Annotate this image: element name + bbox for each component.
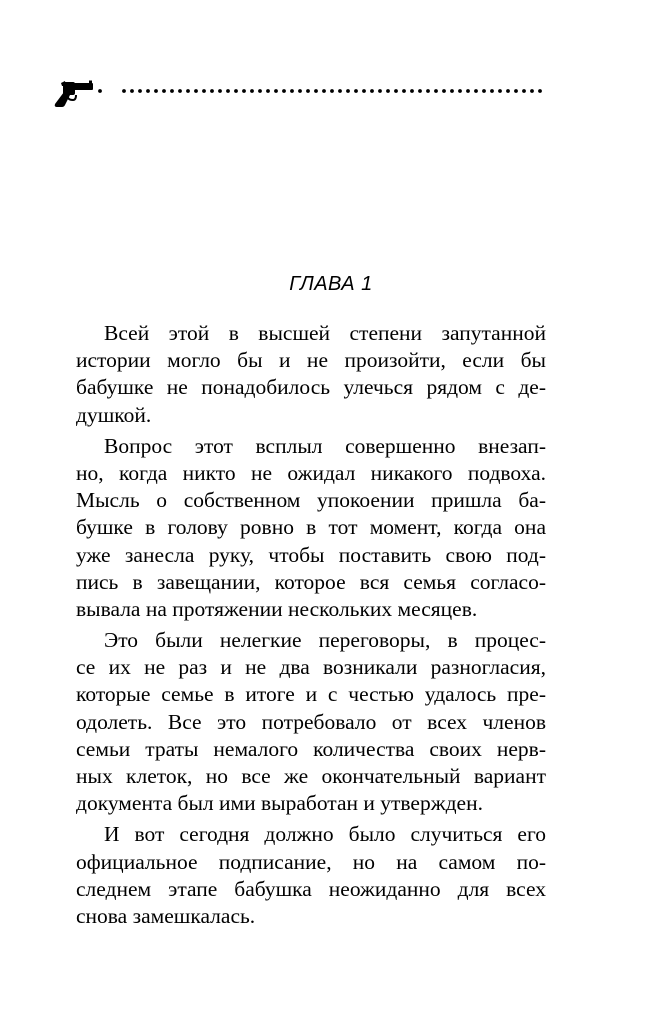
text-line: документа был ими выработан и утвержден. [76, 791, 483, 816]
text-line: но, когда никто не ожидал никакого подвоха. [76, 460, 546, 485]
text-line: официальное подписание, но на самом по- [76, 849, 546, 874]
text-line: бабушке не понадобилось улечься рядом с де- [76, 375, 546, 400]
text-line: семьи траты немалого количества своих нерв- [76, 736, 546, 761]
text-line: пись в завещании, которое вся семья согласо- [76, 569, 546, 594]
body-text [76, 320, 546, 930]
text-line: снова замешкалась. [76, 903, 256, 928]
text-line: истории могло бы и не произойти, если бы [76, 348, 546, 373]
text-line: одолеть. Все это потребовало от всех членов [76, 709, 546, 734]
text-line: ных клеток, но все же окончательный вариант [76, 764, 546, 788]
text-line: Вопрос этот всплыл совершенно внезап- [104, 433, 546, 458]
dotted-rule [52, 72, 552, 112]
text-line: Это были нелегкие переговоры, в процес- [104, 628, 546, 653]
revolver-icon [52, 80, 94, 108]
text-line: се их не раз и не два возникали разногласия, [76, 655, 546, 680]
text-line: уже занесла руку, чтобы поставить свою под- [76, 542, 546, 567]
text-line: Мысль о собственном упокоении пришла ба- [76, 488, 546, 513]
text-line: Всей этой в высшей степени запутанной [104, 321, 546, 345]
text-line: И вот сегодня должно было случиться его [104, 822, 546, 847]
text-line: душкой. [76, 402, 152, 427]
text-line: бушке в голову ровно в тот момент, когда она [76, 515, 546, 540]
text-line: вывала на протяжении нескольких месяцев. [76, 596, 478, 621]
text-line: которые семье в итоге и с честью удалось пре- [76, 682, 546, 707]
text-line: следнем этапе бабушка неожиданно для всех [76, 876, 546, 901]
header-ornament [52, 72, 552, 112]
chapter-title: ГЛАВА 1 [289, 273, 373, 295]
